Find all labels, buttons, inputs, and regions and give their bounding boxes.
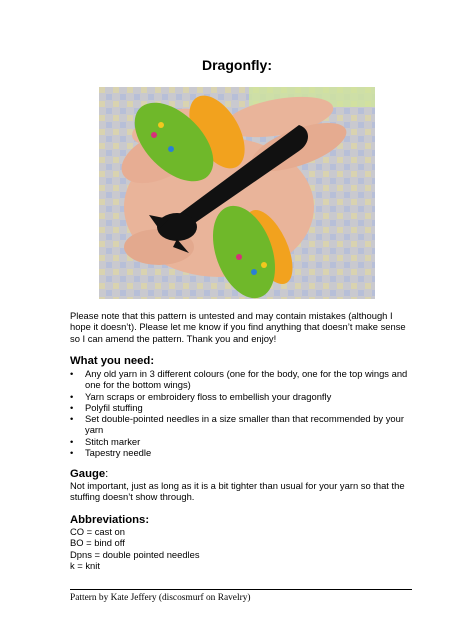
abbreviations-list — [70, 526, 200, 571]
list-item: k = knit — [70, 559, 100, 571]
list-item: Dpns = double pointed needles — [70, 548, 200, 560]
gauge-heading: Gauge: — [70, 468, 109, 480]
list-item: CO = cast on — [70, 526, 125, 537]
dragonfly-photo — [99, 87, 375, 299]
list-item: • Stitch marker — [70, 436, 412, 447]
footer-divider — [70, 589, 412, 590]
abbreviations-heading: Abbreviations: — [70, 514, 150, 526]
page-title: Dragonfly: — [202, 57, 272, 73]
gauge-text: Not important, just as long as it is a bit tighter than usual for your yarn so that the stuffing doesn’t show through. — [70, 480, 405, 503]
list-item: • Any old yarn in 3 different colours (one for the body, one for the top wings and one for the bottom wings) — [70, 368, 412, 391]
what-you-need-heading: What you need: — [70, 355, 155, 367]
list-item: • Polyfil stuffing — [70, 402, 412, 413]
list-item: • Set double-pointed needles in a size smaller than that recommended by your yarn — [70, 413, 412, 436]
intro-paragraph: Please note that this pattern is untested and may contain mistakes (although I hope it doesn’t). Please let me know if you find anything that doesn’t make sense so I can amend the pattern. Thank you and enjoy! — [70, 310, 406, 344]
list-item: • Yarn scraps or embroidery floss to embellish your dragonfly — [70, 391, 412, 402]
materials-list — [70, 368, 412, 458]
list-item: • Tapestry needle — [70, 447, 412, 458]
footer-credit: Pattern by Kate Jeffery (discosmurf on Ravelry) — [70, 593, 251, 603]
list-item: BO = bind off — [70, 537, 125, 549]
